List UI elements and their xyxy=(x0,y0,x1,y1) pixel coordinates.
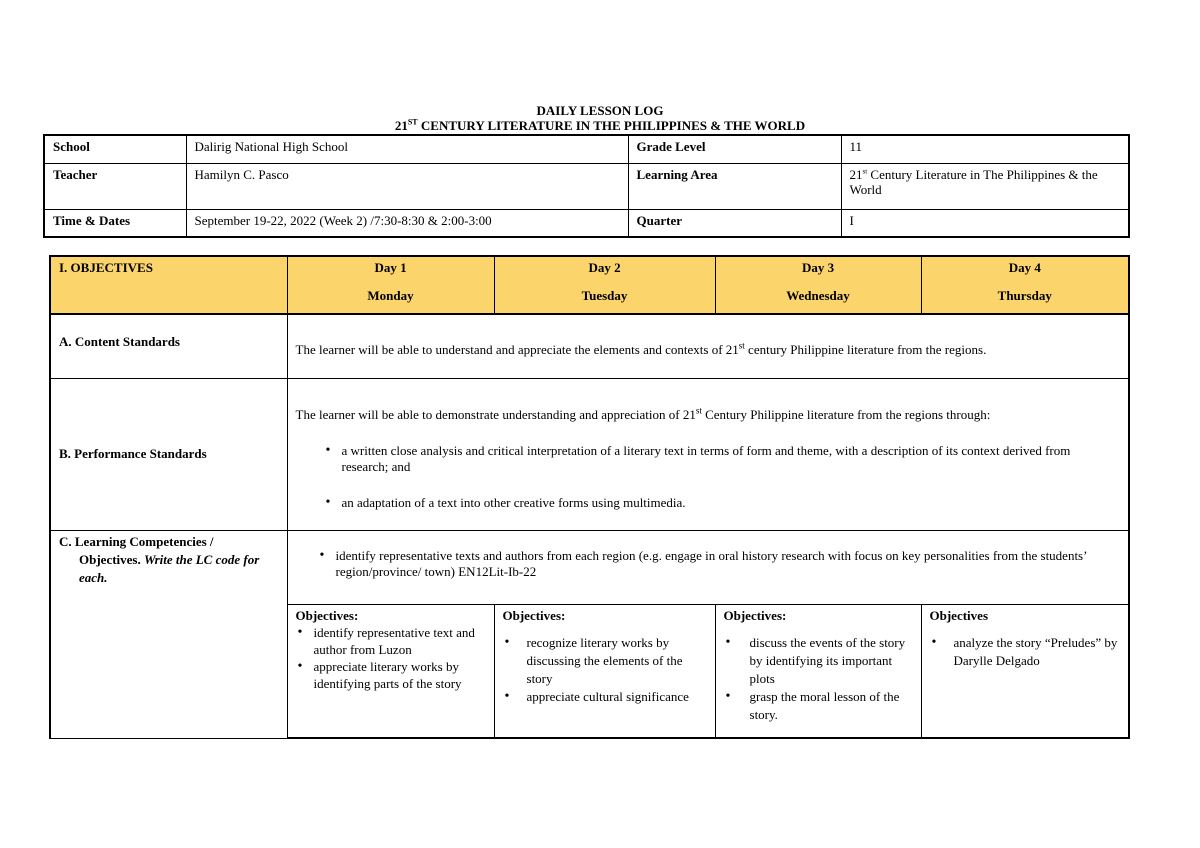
day-1-objectives-list xyxy=(296,624,486,692)
performance-standards-label: B. Performance Standards xyxy=(50,378,287,530)
lesson-info-table xyxy=(43,134,1130,238)
day-2-objectives-list xyxy=(503,634,707,706)
learning-competencies-label: C. Learning Competencies / Objectives. Write the LC code for each. xyxy=(50,530,287,738)
list-item: • identify representative text and author from Luzon xyxy=(296,624,486,658)
objectives-header: I. OBJECTIVES xyxy=(50,256,287,314)
day-3-objectives: Objectives: • discuss the events of the story by identifying its important plots • grasp the moral lesson of the story. xyxy=(715,604,921,738)
list-item: • appreciate cultural significance xyxy=(503,688,707,706)
list-item: • identify representative texts and authors from each region (e.g. engage in oral history research with focus on key personalities from the students’ region/province/ town) EN12Lit-Ib-22 xyxy=(318,548,1121,580)
day-4-objectives: Objectives • analyze the story “Preludes” by Darylle Delgado xyxy=(921,604,1129,738)
time-dates-value: September 19-22, 2022 (Week 2) /7:30-8:30 & 2:00-3:00 xyxy=(186,209,628,237)
learning-competencies-text xyxy=(287,530,1129,604)
quarter-label: Quarter xyxy=(628,209,841,237)
list-item: • discuss the events of the story by identifying its important plots xyxy=(724,634,913,688)
list-item: • grasp the moral lesson of the story. xyxy=(724,688,913,724)
learning-competencies-list xyxy=(296,548,1121,580)
school-label: School xyxy=(44,135,186,163)
day-4-objectives-list xyxy=(930,634,1121,670)
title-line-1: DAILY LESSON LOG xyxy=(536,103,664,118)
time-dates-label: Time & Dates xyxy=(44,209,186,237)
day-1-header: Day 1 Monday xyxy=(287,256,494,314)
learning-area-value: 21st Century Literature in The Philippines & the World xyxy=(841,163,1129,209)
day-2-objectives: Objectives: • recognize literary works by discussing the elements of the story • appreciate cultural significance xyxy=(494,604,715,738)
teacher-value: Hamilyn C. Pasco xyxy=(186,163,628,209)
day-4-header: Day 4 Thursday xyxy=(921,256,1129,314)
list-item: • an adaptation of a text into other creative forms using multimedia. xyxy=(324,495,1121,511)
performance-standards-list xyxy=(296,443,1121,511)
content-standards-label: A. Content Standards xyxy=(50,314,287,378)
school-value: Dalirig National High School xyxy=(186,135,628,163)
list-item: • recognize literary works by discussing the elements of the story xyxy=(503,634,707,688)
list-item: • appreciate literary works by identifying parts of the story xyxy=(296,658,486,692)
day-1-objectives: Objectives: • identify representative text and author from Luzon • appreciate literary works by identifying parts of the story xyxy=(287,604,494,738)
document-title xyxy=(0,103,1200,133)
day-3-objectives-list xyxy=(724,634,913,724)
content-standards-text: The learner will be able to understand and appreciate the elements and contexts of 21st century Philippine literature from the regions. xyxy=(287,314,1129,378)
quarter-value: I xyxy=(841,209,1129,237)
list-item: • analyze the story “Preludes” by Darylle Delgado xyxy=(930,634,1121,670)
list-item: • a written close analysis and critical interpretation of a literary text in terms of form and theme, with a description of its context derived from research; and xyxy=(324,443,1121,475)
learning-area-label: Learning Area xyxy=(628,163,841,209)
day-2-header: Day 2 Tuesday xyxy=(494,256,715,314)
teacher-label: Teacher xyxy=(44,163,186,209)
objectives-table xyxy=(49,255,1130,739)
grade-level-label: Grade Level xyxy=(628,135,841,163)
day-3-header: Day 3 Wednesday xyxy=(715,256,921,314)
performance-standards-intro: The learner will be able to demonstrate understanding and appreciation of 21st Century Philippine literature from the regions through: xyxy=(295,405,991,422)
grade-level-value: 11 xyxy=(841,135,1129,163)
title-line-2: 21ST CENTURY LITERATURE IN THE PHILIPPINES & THE WORLD xyxy=(394,117,806,133)
performance-standards-text xyxy=(287,378,1129,530)
